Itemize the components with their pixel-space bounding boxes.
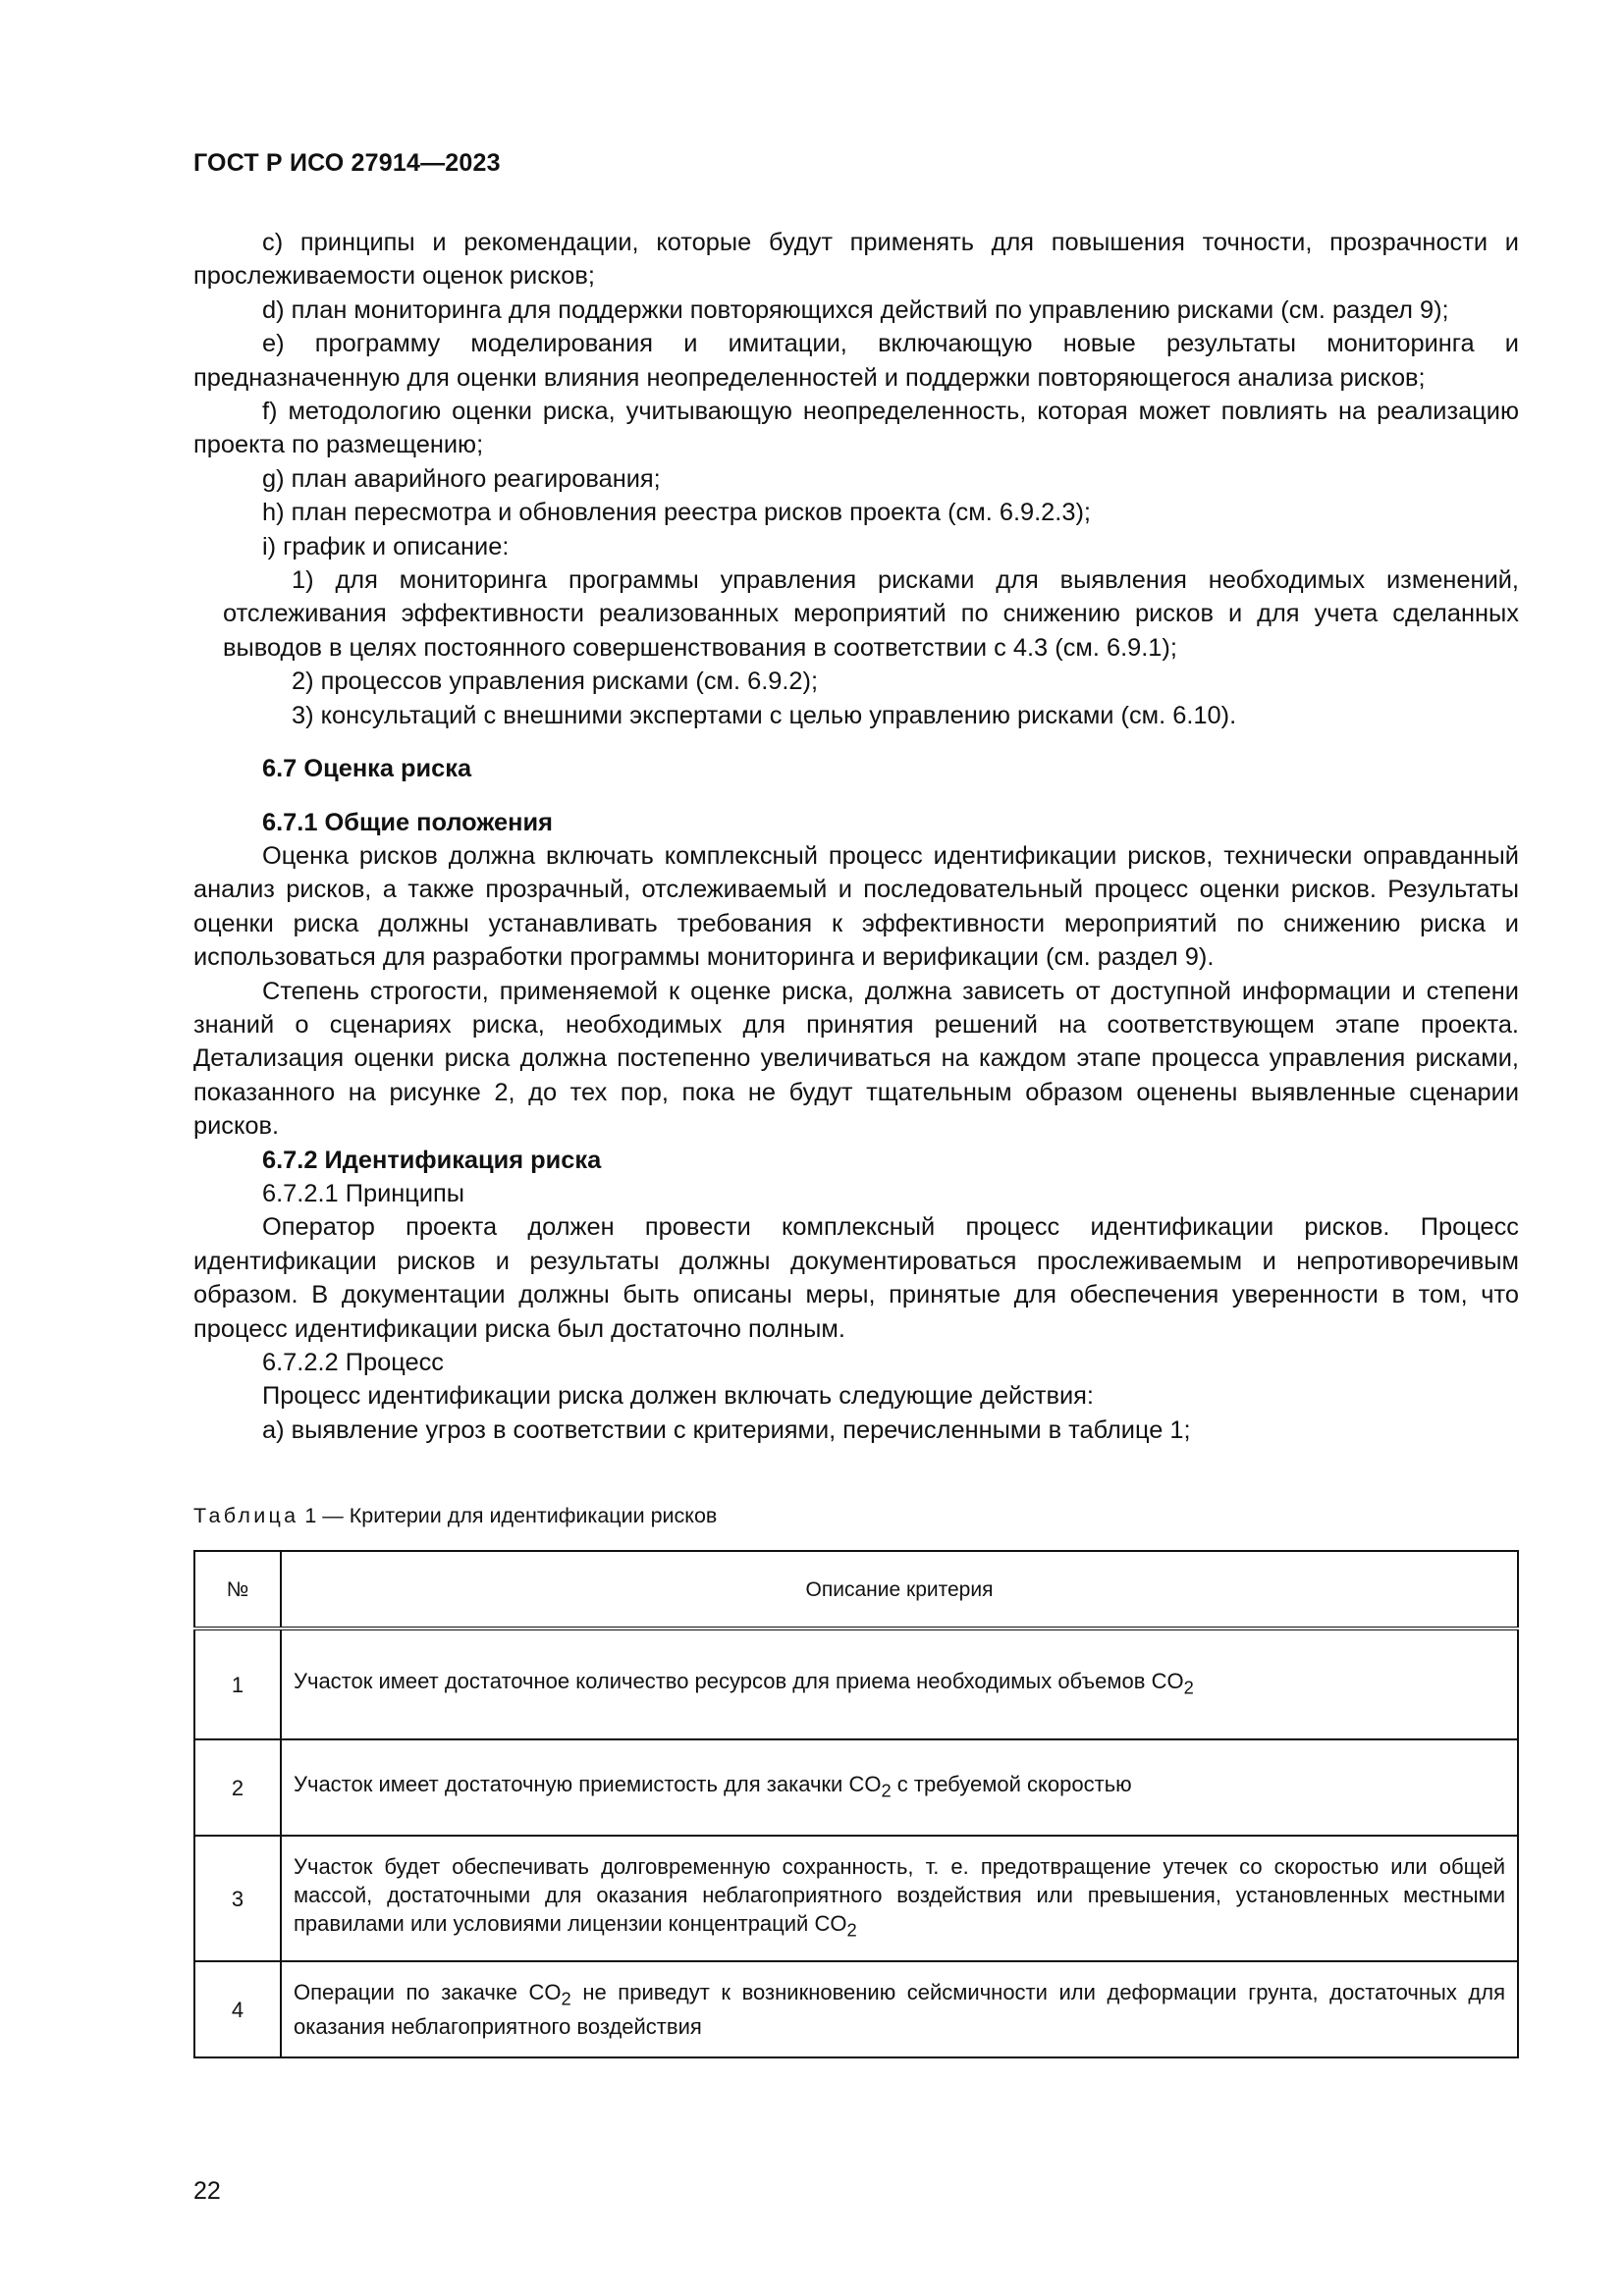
table-caption-label: Таблица <box>193 1504 299 1527</box>
table-cell-num: 3 <box>194 1836 281 1961</box>
table-caption <box>193 1504 717 1528</box>
subscript-2: 2 <box>846 1919 857 1941</box>
table-cell-description <box>281 1836 1518 1961</box>
list-item-i: i) график и описание: <box>262 532 510 561</box>
list-subitem-i3: 3) консультаций с внешними экспертами с целью управлению рисками (см. 6.10). <box>292 701 1237 729</box>
description-text: Участок имеет достаточное количество ресурсов для приема необходимых объемов CO <box>294 1669 1184 1694</box>
table-cell-num: 2 <box>194 1739 281 1836</box>
subsection-heading-6-7-2-1: 6.7.2.1 Принципы <box>262 1179 465 1207</box>
document-body <box>193 226 1519 1447</box>
section-heading-6-7: 6.7 Оценка риска <box>262 755 472 783</box>
subscript-2: 2 <box>561 1988 571 2009</box>
table-row <box>194 1961 1518 2057</box>
subscript-2: 2 <box>1183 1677 1194 1698</box>
list-item-d: d) план мониторинга для поддержки повторяющихся действий по управлению рисками (см. раздел 9); <box>262 295 1449 324</box>
table-row <box>194 1836 1518 1961</box>
paragraph-6-7-2-2: Процесс идентификации риска должен включать следующие действия: <box>262 1382 1094 1411</box>
table-header-num: № <box>194 1551 281 1629</box>
table-cell-description <box>281 1629 1518 1739</box>
table-cell-description <box>281 1961 1518 2057</box>
subscript-2: 2 <box>881 1780 892 1801</box>
list-item-c: c) принципы и рекомендации, которые будут применять для повышения точности, прозрачности и прослеживаемости оценок рисков; <box>193 229 1519 291</box>
paragraph-6-7-1-a: Оценка рисков должна включать комплексный процесс идентификации рисков, технически оправданный анализ рисков, а также прозрачный, отслеживаемый и последовательный процесс оценки рисков. Результаты оценки риска должны устанавливать требования к эффективности мероприятий по снижению риска и использоваться для разработки программы мониторинга и верификации (см. раздел 9). <box>193 841 1519 972</box>
list-item-h: h) план пересмотра и обновления реестра рисков проекта (см. 6.9.2.3); <box>262 499 1091 527</box>
list-item-e: e) программу моделирования и имитации, включающую новые результаты мониторинга и предназначенную для оценки влияния неопределенностей и поддержки повторяющегося анализа рисков; <box>193 330 1519 392</box>
paragraph-6-7-2-1: Оператор проекта должен провести комплексный процесс идентификации рисков. Процесс идентификации рисков и результаты должны документироваться прослеживаемым и непротиворечивым образом. В документации должны быть описаны меры, принятые для обеспечения уверенности в том, что процесс идентификации риска был достаточно полным. <box>193 1213 1519 1343</box>
description-tail: не приведут к возникновению сейсмичности или деформации грунта, достаточных для оказания неблагоприятного воздействия <box>294 1979 1505 2040</box>
list-item-f: f) методологию оценки риска, учитывающую неопределенность, которая может повлиять на реализацию проекта по размещению; <box>193 398 1519 459</box>
description-text: Участок будет обеспечивать долговременную сохранность, т. е. предотвращение утечек со скоростью или общей массой, достаточными для оказания неблагоприятного воздействия или превышения, установленных местными правилами или условиями лицензии концентраций CO <box>294 1854 1505 1937</box>
description-tail: с требуемой скоростью <box>891 1772 1132 1797</box>
description-text: Участок имеет достаточную приемистость для закачки CO <box>294 1772 882 1797</box>
table-row <box>194 1739 1518 1836</box>
list-subitem-i2: 2) процессов управления рисками (см. 6.9.2); <box>292 667 819 696</box>
table-cell-description <box>281 1739 1518 1836</box>
list-item-a: a) выявление угроз в соответствии с критериями, перечисленными в таблице 1; <box>262 1415 1191 1444</box>
table-header-row <box>194 1551 1518 1629</box>
description-text: Операции по закачке CO <box>294 1979 562 2004</box>
table-caption-text: 1 — Критерии для идентификации рисков <box>298 1504 718 1527</box>
list-subitem-i1: 1) для мониторинга программы управления рисками для выявления необходимых изменений, отслеживания эффективности реализованных мероприятий по снижению рисков и для учета сделанных выводов в целях постоянного совершенствования в соответствии с 4.3 (см. 6.9.1); <box>223 566 1519 662</box>
section-heading-6-7-2: 6.7.2 Идентификация риска <box>262 1146 602 1174</box>
table-header-description: Описание критерия <box>281 1551 1518 1629</box>
section-heading-6-7-1: 6.7.1 Общие положения <box>262 808 553 836</box>
document-header: ГОСТ Р ИСО 27914—2023 <box>193 149 501 177</box>
subsection-heading-6-7-2-2: 6.7.2.2 Процесс <box>262 1349 444 1376</box>
page-number: 22 <box>193 2177 221 2205</box>
criteria-table <box>193 1550 1519 2058</box>
paragraph-6-7-1-b: Степень строгости, применяемой к оценке риска, должна зависеть от доступной информации и степени знаний о сценариях риска, необходимых для принятия решений на соответствующем этапе проекта. Детализация оценки риска должна постепенно увеличиваться на каждом этапе процесса управления рисками, показанного на рисунке 2, до тех пор, пока не будут тщательным образом оценены выявленные сценарии рисков. <box>193 977 1519 1141</box>
table-cell-num: 4 <box>194 1961 281 2057</box>
list-item-g: g) план аварийного реагирования; <box>262 464 661 493</box>
table-cell-num: 1 <box>194 1629 281 1739</box>
table-row <box>194 1629 1518 1739</box>
